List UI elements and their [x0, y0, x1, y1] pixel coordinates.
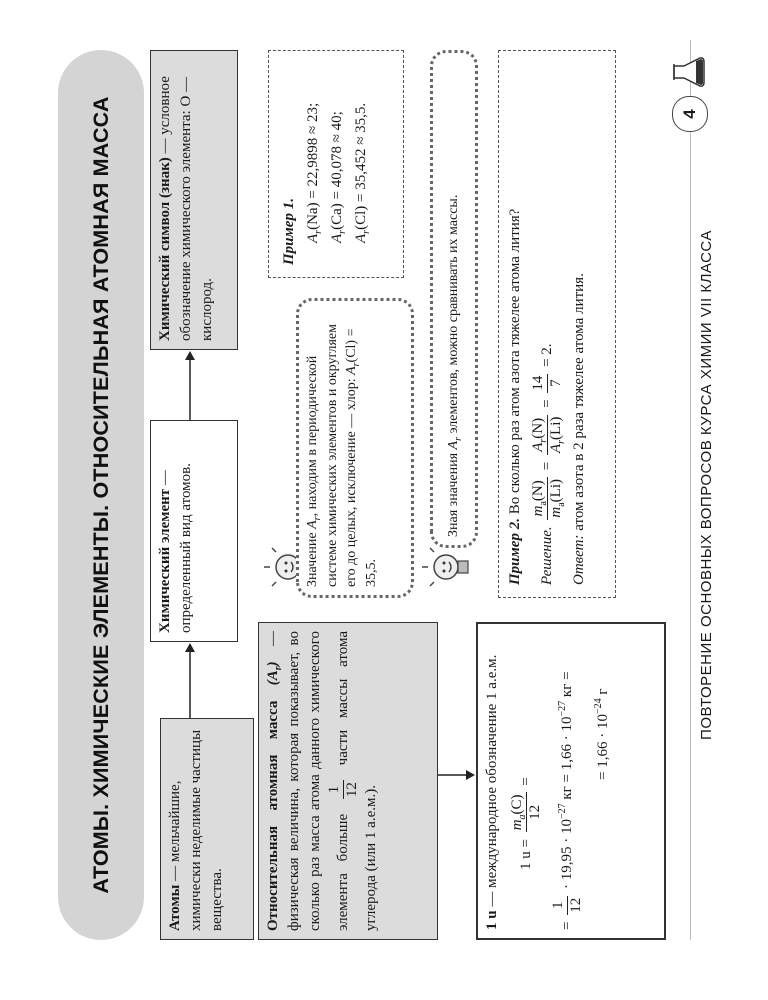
symbol-box: [150, 50, 238, 350]
example1-row-ca: $A_r(Ca) = 40,078 \approx 40$;: [329, 111, 348, 243]
arrow-down-to-unit: [438, 765, 478, 785]
l3-exp: −24: [593, 698, 604, 715]
tip1-p2: , находим в периодической системе химических элементов и округляем его до целых, исключение — хлор:: [305, 324, 359, 587]
tip2-p1: Зная значения: [446, 449, 462, 537]
example2-title: Пример 2.: [507, 518, 523, 585]
mc-den: 12: [527, 804, 543, 820]
frac-num: 1: [326, 780, 344, 799]
ar-sub: r: [273, 666, 284, 671]
page-title: АТОМЫ. ХИМИЧЕСКИЕ ЭЛЕМЕНТЫ. ОТНОСИТЕЛЬНАЯ АТОМНАЯ МАССА: [88, 96, 113, 894]
example1-title: Пример 1.: [281, 198, 297, 265]
example1-row-cl: $A_r(Cl) = 35,452 \approx 35,5$.: [353, 102, 372, 243]
atoms-text: — мельчайшие, химически неделимые частицы вещества.: [167, 729, 225, 931]
na-value: (Na) = 22,9898 ≈ 23;: [305, 102, 321, 230]
l2-num: 1: [550, 896, 568, 915]
u-eq-end: =: [517, 777, 534, 790]
atoms-box: [160, 718, 254, 940]
ar-close: ): [265, 661, 281, 667]
relative-mass-term: Относительная атомная масса: [265, 700, 281, 931]
title-banner: [58, 50, 144, 940]
l3-b: г: [595, 688, 611, 699]
l3-a: = 1,66 · 10: [595, 714, 611, 780]
answer-label: Ответ:: [571, 534, 587, 585]
l2-exp2: −27: [556, 700, 568, 717]
l2-b: кг = 1,66 · 10: [558, 716, 575, 804]
frac-den: 12: [344, 782, 360, 798]
example1-row-na: $A_r(Na) = 22,9898 \approx 23$;: [305, 102, 324, 243]
page-number: 4: [680, 109, 699, 119]
l2-eq: =: [558, 917, 575, 930]
f2-num: (N): [530, 417, 546, 439]
f1-num: (N): [530, 480, 546, 502]
flask-icon: [668, 52, 708, 92]
solution-label: Решение.: [538, 526, 555, 585]
example2-answer: [569, 63, 590, 585]
m-letter: m: [509, 819, 525, 831]
relative-mass-box: [258, 622, 438, 940]
example2-question: [505, 63, 526, 585]
example1-box: [268, 50, 404, 278]
tip1-box: [296, 298, 414, 598]
unit-intro: — международное обозначение 1 а.е.м.: [484, 654, 500, 911]
f3-den: 7: [548, 379, 564, 387]
l2-a: · 19,95 · 10: [558, 819, 575, 893]
tip2-p2: элементов, можно сравнивать их массы.: [446, 194, 462, 438]
unit-formula-line2: [550, 632, 585, 930]
unit-intro-line: [482, 632, 503, 930]
example2-result: = 2.: [538, 343, 555, 371]
tip1-r2: r: [350, 362, 362, 367]
mass-ratio-fraction: $m_a(N)$ $m_a(Li)$: [530, 479, 567, 518]
ar-ratio-fraction: $A_r(N)$ $A_r(Li)$: [530, 416, 567, 454]
m-c: (C): [509, 794, 525, 815]
element-text: — определенный вид атомов.: [157, 463, 194, 633]
arrow-atoms-to-element: [180, 642, 200, 718]
lightbulb-icon-2: [420, 542, 474, 592]
tip1-p3: (Cl) = 35,5.: [344, 328, 379, 587]
element-box: [150, 420, 238, 642]
l2-den: 12: [568, 897, 584, 913]
tip1-A: A: [305, 520, 320, 529]
unit-formula-line3: [593, 632, 614, 930]
example2-box: [498, 50, 616, 598]
tip1-A2: A: [344, 366, 359, 375]
m-sub: a: [517, 814, 528, 820]
l2-exp1: −27: [556, 803, 568, 820]
u-eq: 1 u =: [517, 835, 534, 870]
twelfth-fraction-2: [550, 896, 585, 915]
footer-divider: [690, 40, 691, 940]
page-number-badge: [672, 96, 708, 132]
tip1-p1: Значение: [305, 528, 320, 587]
answer-text: атом азота в 2 раза тяжелее атома лития.: [571, 273, 587, 535]
unit-term: 1 u: [484, 910, 500, 930]
symbol-text: — условное обозначение химического элемента: O — кислород.: [157, 76, 215, 341]
element-term: Химический элемент: [157, 488, 173, 633]
atoms-term: Атомы: [167, 884, 183, 931]
f2-den: (Li): [548, 416, 564, 440]
tip2-box: Зная значения $A_r$ элементов, можно сравнивать их массы.: [430, 50, 478, 548]
mc-fraction: [509, 792, 544, 832]
footer-title: ПОВТОРЕНИЕ ОСНОВНЫХ ВОПРОСОВ КУРСА ХИМИИ VII КЛАССА: [698, 230, 715, 740]
arrow-element-to-symbol: [180, 350, 200, 420]
f1-den: (Li): [548, 479, 564, 503]
example2-solution: Решение. $m_a(N)$ $m_a(Li)$ = $A_r(N)$ $A_r(Li)$ = 14 7 = 2.: [530, 343, 567, 585]
unit-formula-line1: [509, 632, 544, 930]
ca-value: (Ca) = 40,078 ≈ 40;: [329, 111, 345, 230]
l2-c: кг =: [558, 671, 575, 701]
number-ratio-fraction: [530, 374, 565, 393]
symbol-term: Химический символ (знак): [157, 157, 173, 341]
relative-mass-text2: части массы атома углерода (или 1 а.е.м.).: [334, 631, 379, 931]
relative-mass-text1: — физическая величина, которая показывает, во сколько раз масса атома данного химического элемента больше: [265, 630, 351, 931]
one-twelfth-fraction: [326, 780, 361, 799]
cl-value: (Cl) = 35,452 ≈ 35,5.: [353, 102, 369, 230]
ar-open: (A: [265, 670, 281, 686]
tip1-r: r: [311, 516, 323, 521]
unit-box: [476, 622, 666, 940]
f3-num: 14: [530, 375, 546, 391]
example2-question-text: Во сколько раз атом азота тяжелее атома лития?: [507, 208, 523, 519]
